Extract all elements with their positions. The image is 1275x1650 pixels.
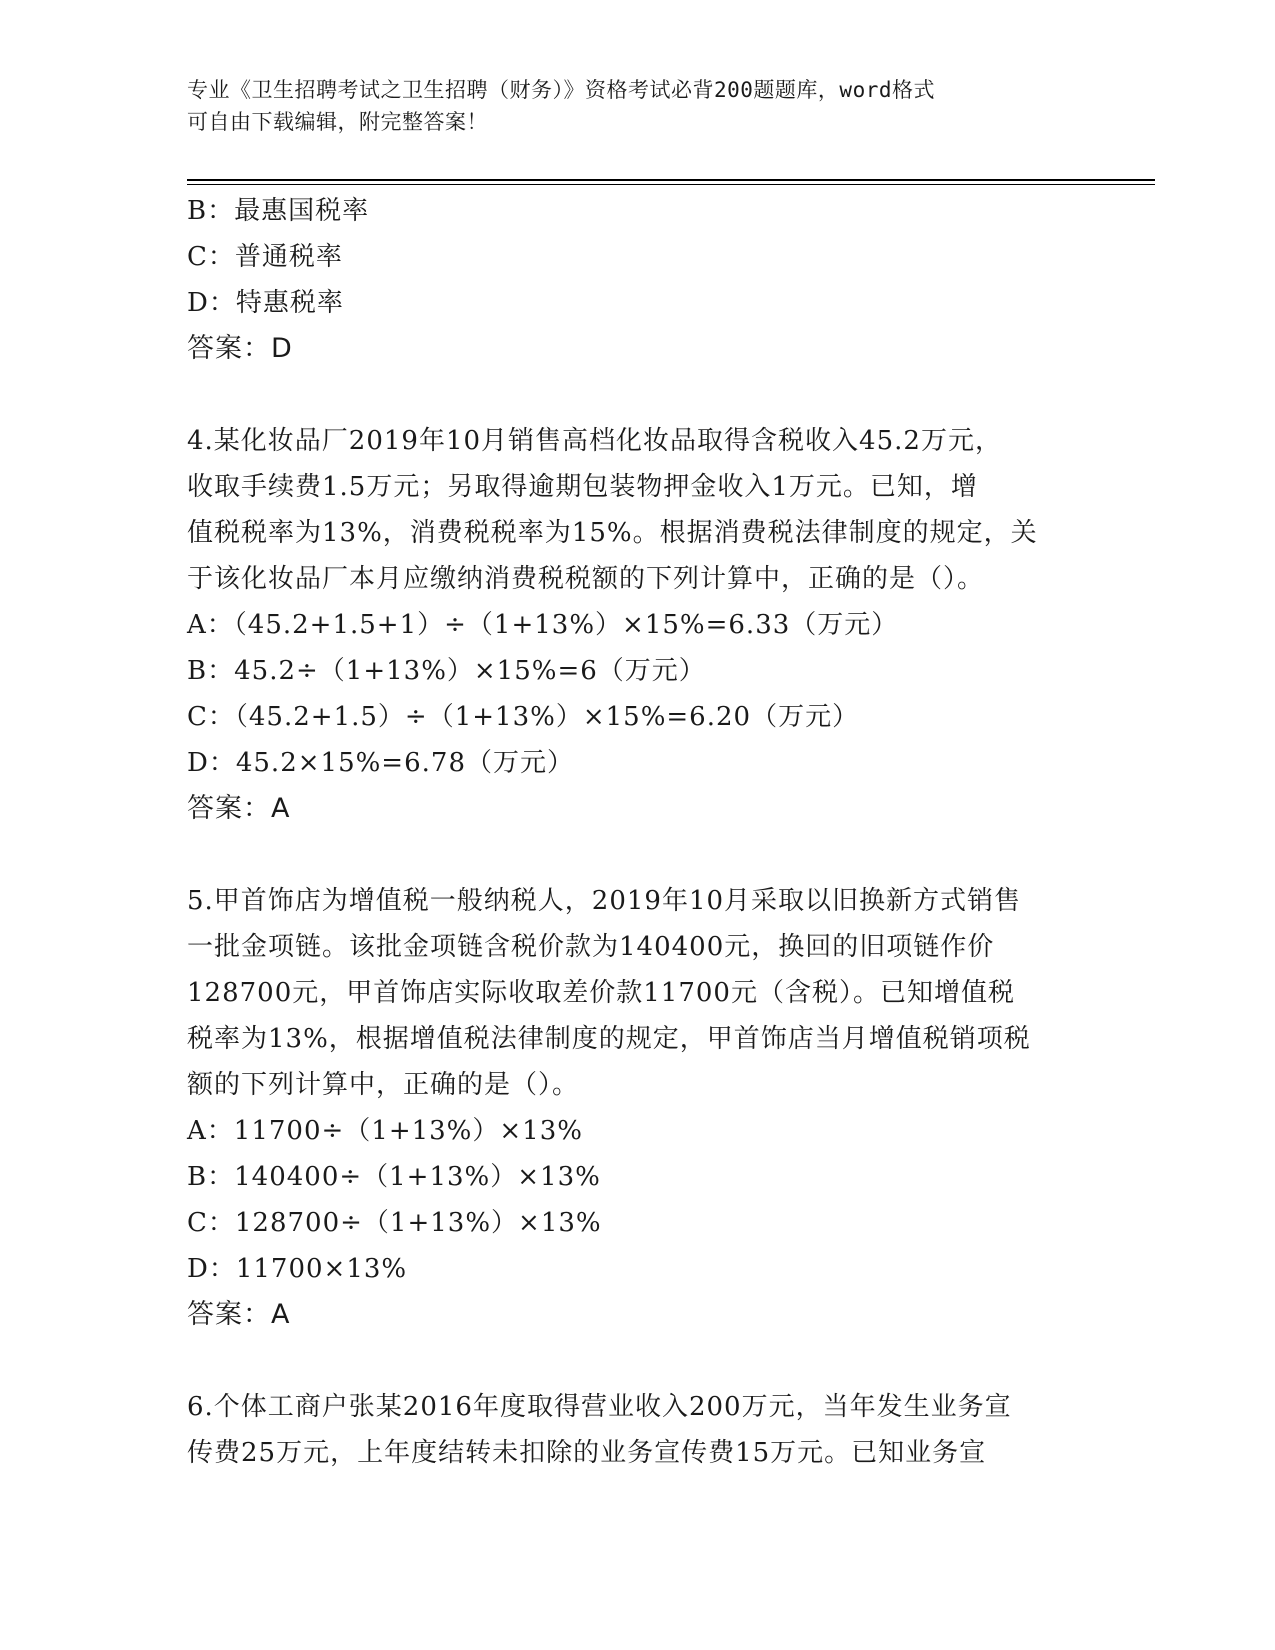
document-body <box>187 188 1087 1476</box>
header-line-1: 专业《卫生招聘考试之卫生招聘（财务）》资格考试必背200题题库，word格式 <box>187 78 935 102</box>
option-b: B：45.2÷（1+13%）×15%=6（万元） <box>187 656 706 686</box>
option-a: A：（45.2+1.5+1）÷（1+13%）×15%=6.33（万元） <box>187 610 899 640</box>
question-5 <box>187 878 1087 1338</box>
question-4 <box>187 418 1087 832</box>
option-d: D：11700×13% <box>187 1254 408 1284</box>
answer: 答案：D <box>187 333 293 364</box>
option-b: B：最惠国税率 <box>187 196 370 226</box>
option-a: A：11700÷（1+13%）×13% <box>187 1116 583 1146</box>
document-header <box>187 74 1067 138</box>
header-rule-thick <box>187 179 1155 181</box>
question-stem-line: 于该化妆品厂本月应缴纳消费税税额的下列计算中，正确的是（）。 <box>187 564 985 594</box>
question-stem-line: 5.甲首饰店为增值税一般纳税人，2019年10月采取以旧换新方式销售 <box>187 886 1022 916</box>
question-stem-line: 6.个体工商户张某2016年度取得营业收入200万元，当年发生业务宣 <box>187 1392 1012 1422</box>
spacer <box>187 372 1087 418</box>
answer: 答案：A <box>187 1299 291 1330</box>
question-stem-line: 值税税率为13%，消费税税率为15%。根据消费税法律制度的规定，关 <box>187 518 1038 548</box>
option-c: C：普通税率 <box>187 242 343 272</box>
answer: 答案：A <box>187 793 291 824</box>
option-d: D：45.2×15%=6.78（万元） <box>187 748 574 778</box>
question-stem-line: 4.某化妆品厂2019年10月销售高档化妆品取得含税收入45.2万元， <box>187 426 1002 456</box>
question-stem-line: 传费25万元，上年度结转未扣除的业务宣传费15万元。已知业务宣 <box>187 1438 987 1468</box>
option-c: C：128700÷（1+13%）×13% <box>187 1208 602 1238</box>
question-stem-line: 额的下列计算中，正确的是（）。 <box>187 1070 580 1100</box>
question-stem-line: 一批金项链。该批金项链含税价款为140400元，换回的旧项链作价 <box>187 932 995 962</box>
option-c: C：（45.2+1.5）÷（1+13%）×15%=6.20（万元） <box>187 702 860 732</box>
header-line-2: 可自由下载编辑，附完整答案！ <box>187 110 488 134</box>
option-d: D：特惠税率 <box>187 288 344 318</box>
question-3 <box>187 188 1087 372</box>
question-6 <box>187 1384 1087 1476</box>
spacer <box>187 1338 1087 1384</box>
question-stem-line: 128700元，甲首饰店实际收取差价款11700元（含税）。已知增值税 <box>187 978 1015 1008</box>
question-stem-line: 收取手续费1.5万元；另取得逾期包装物押金收入1万元。已知，增 <box>187 472 978 502</box>
header-rule-thin <box>187 184 1155 185</box>
question-stem-line: 税率为13%，根据增值税法律制度的规定，甲首饰店当月增值税销项税 <box>187 1024 1031 1054</box>
spacer <box>187 832 1087 878</box>
option-b: B：140400÷（1+13%）×13% <box>187 1162 601 1192</box>
